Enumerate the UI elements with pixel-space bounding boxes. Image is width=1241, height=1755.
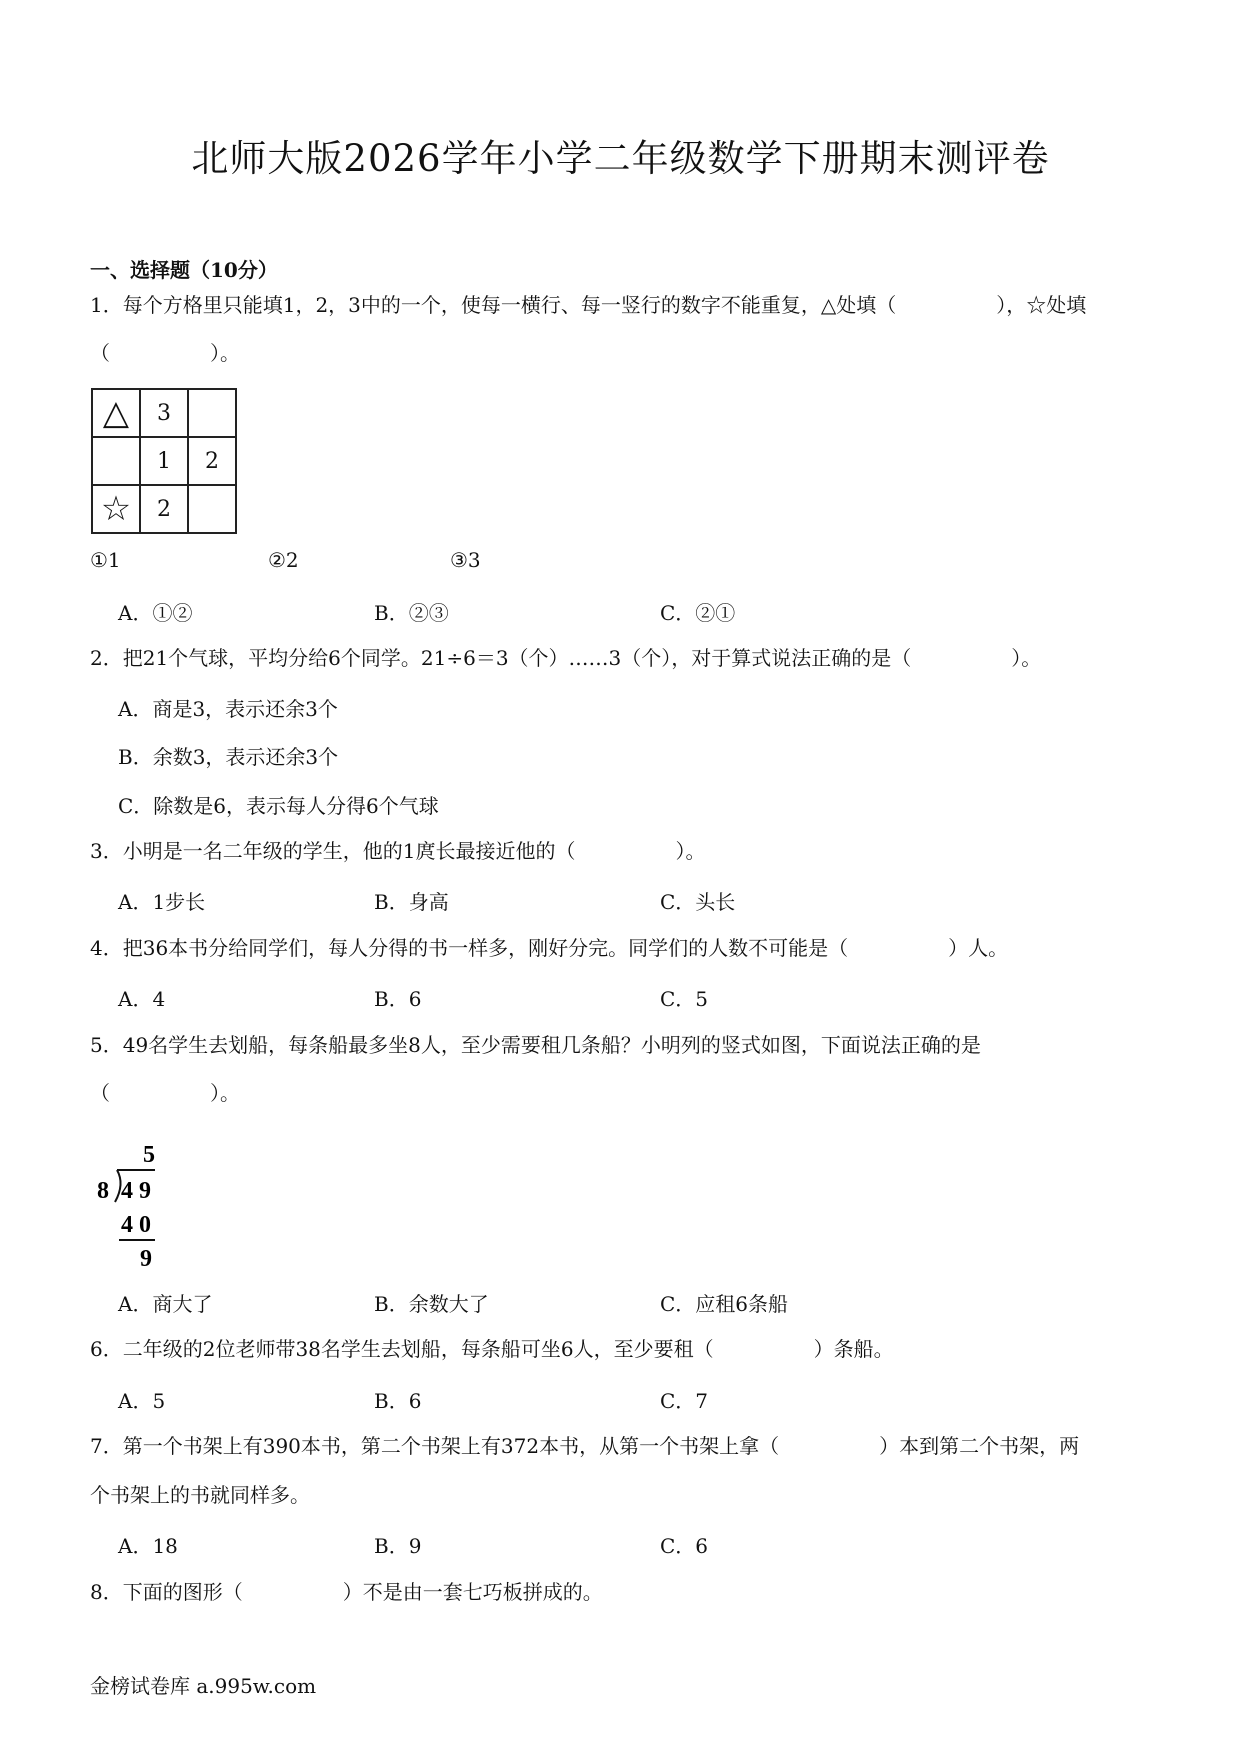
q1-option-c[interactable]: C．②① — [660, 601, 736, 625]
choice-1: ①1 — [90, 548, 121, 572]
question-5-line-1: 5．49名学生去划船，每条船最多坐8人，至少需要租几条船？小明列的竖式如图，下面说法正确的是 — [90, 1033, 981, 1057]
q5-option-a[interactable]: A．商大了 — [118, 1292, 213, 1316]
grid-cell: 1 — [140, 437, 188, 485]
grid-cell-star-icon: ☆ — [92, 485, 140, 533]
q2-option-b[interactable]: B．余数3，表示还余3个 — [118, 745, 339, 769]
grid-cell — [188, 389, 236, 437]
q3-option-c[interactable]: C．头长 — [660, 890, 736, 914]
grid-cell-triangle-icon: △ — [92, 389, 140, 437]
section-heading: 一、选择题（10分） — [90, 258, 278, 282]
grid-cell: 2 — [140, 485, 188, 533]
q7-option-b[interactable]: B．9 — [374, 1534, 422, 1558]
division-dividend: 4 9 — [121, 1178, 151, 1204]
q7-option-a[interactable]: A．18 — [118, 1534, 178, 1558]
grid-cell: 2 — [188, 437, 236, 485]
q5-option-c[interactable]: C．应租6条船 — [660, 1292, 789, 1316]
q6-option-c[interactable]: C．7 — [660, 1389, 709, 1413]
question-1-line-2: （ ）。 — [90, 341, 240, 365]
division-remainder: 9 — [140, 1246, 152, 1270]
question-2: 2．把21个气球，平均分给6个同学。21÷6＝3（个）……3（个），对于算式说法正确的是（ ）。 — [90, 646, 1042, 670]
division-divisor: 8 — [97, 1178, 109, 1204]
q4-option-c[interactable]: C．5 — [660, 987, 709, 1011]
question-3: 3．小明是一名二年级的学生，他的1庹长最接近他的（ ）。 — [90, 839, 706, 863]
grid-cell: 3 — [140, 389, 188, 437]
question-5-line-2: （ ）。 — [90, 1081, 240, 1105]
q4-option-a[interactable]: A．4 — [118, 987, 166, 1011]
q2-option-a[interactable]: A．商是3，表示还余3个 — [118, 697, 338, 721]
q3-option-b[interactable]: B．身高 — [374, 890, 449, 914]
q1-option-a[interactable]: A．①② — [118, 601, 193, 625]
q5-option-b[interactable]: B．余数大了 — [374, 1292, 489, 1316]
grid-cell — [92, 437, 140, 485]
q6-option-a[interactable]: A．5 — [118, 1389, 166, 1413]
question-7-line-1: 7．第一个书架上有390本书，第二个书架上有372本书，从第一个书架上拿（ ）本到第二个书架，两 — [90, 1434, 1080, 1458]
question-1-line-1: 1．每个方格里只能填1，2，3中的一个，使每一横行、每一竖行的数字不能重复，△处填（ ），☆处填 — [90, 293, 1087, 317]
question-6: 6．二年级的2位老师带38名学生去划船，每条船可坐6人，至少要租（ ）条船。 — [90, 1337, 894, 1361]
q3-option-a[interactable]: A．1步长 — [118, 890, 206, 914]
number-grid — [91, 388, 237, 534]
division-product: 4 0 — [121, 1212, 151, 1238]
footer-source: 金榜试卷库 a.995w.com — [90, 1674, 317, 1698]
q2-option-c[interactable]: C．除数是6，表示每人分得6个气球 — [118, 794, 439, 818]
grid-cell — [188, 485, 236, 533]
choice-3: ③3 — [450, 548, 481, 572]
question-4: 4．把36本书分给同学们，每人分得的书一样多，刚好分完。同学们的人数不可能是（ ）人。 — [90, 936, 1009, 960]
q4-option-b[interactable]: B．6 — [374, 987, 422, 1011]
q6-option-b[interactable]: B．6 — [374, 1389, 422, 1413]
question-7-line-2: 个书架上的书就同样多。 — [90, 1483, 310, 1507]
long-division-figure — [95, 1140, 175, 1270]
division-quotient: 5 — [143, 1142, 155, 1168]
choice-2: ②2 — [268, 548, 299, 572]
question-8: 8．下面的图形（ ）不是由一套七巧板拼成的。 — [90, 1580, 603, 1604]
q1-option-b[interactable]: B．②③ — [374, 601, 449, 625]
q7-option-c[interactable]: C．6 — [660, 1534, 709, 1558]
page-title: 北师大版2026学年小学二年级数学下册期末测评卷 — [191, 137, 1050, 180]
